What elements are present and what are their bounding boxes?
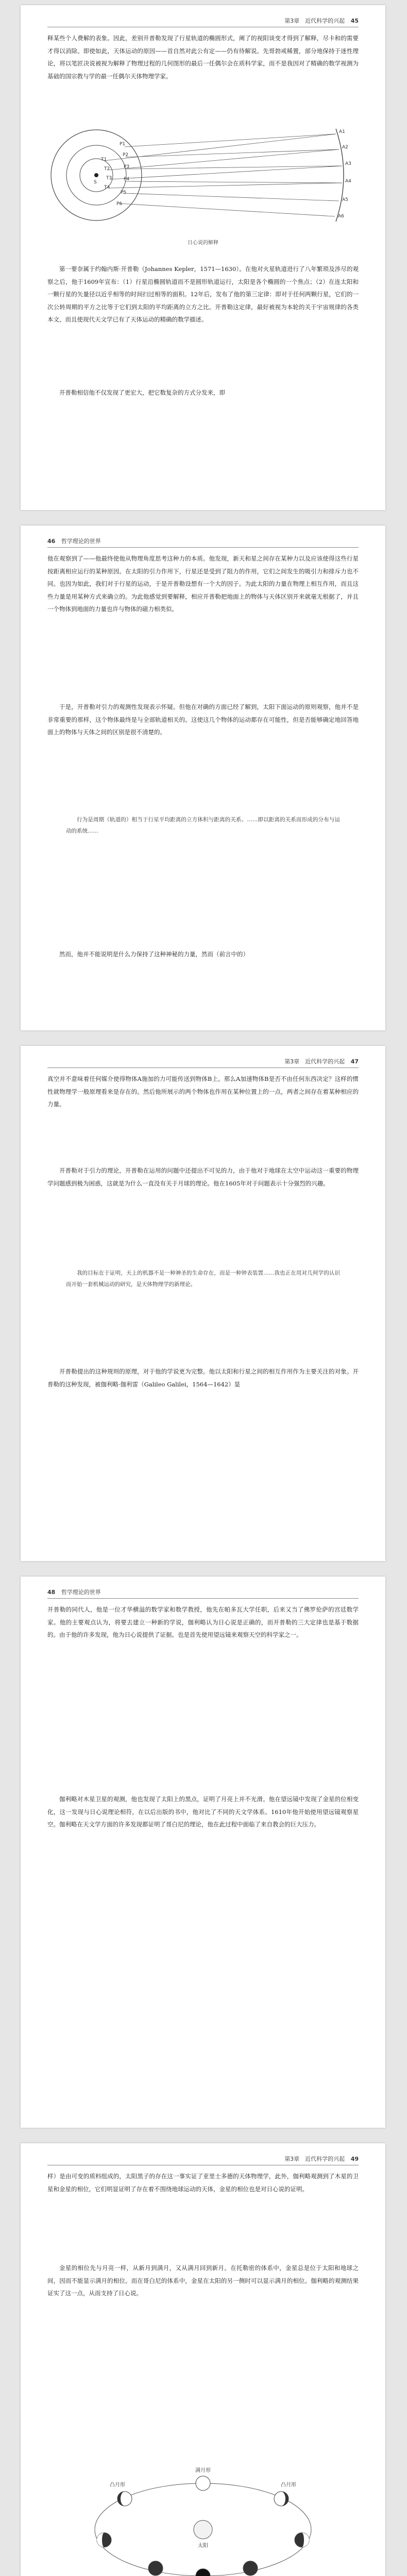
figure-caption: 日心说的解释 <box>188 240 218 246</box>
heliocentric-diagram <box>47 118 359 232</box>
page-header <box>47 16 359 27</box>
svg-text:A5: A5 <box>342 197 348 202</box>
svg-text:S: S <box>94 180 97 185</box>
paragraph: 真空并不意味着任何媒介使得物体A施加的力可能传送到物体B上。那么A加速物体B是否不由任何东西决定？这样的惯性就物理学一般原理看来是存在的。然后他所展示的两个物体也作用在某种位置上的一点，两者之间存在着某种相应的力量。 <box>47 1075 359 1108</box>
page-4 <box>21 1577 385 2128</box>
page-number: 45 <box>350 18 359 24</box>
svg-text:P4: P4 <box>124 177 130 182</box>
venus-phases-diagram <box>68 2452 338 2576</box>
block-quote: 我的目标在于证明，天上的机器不是一种神圣的生命存在，而是一种钟表装置……我也正在用对几何学的认识而开始一套机械运动的研究，是天体物理学的新理论。 <box>66 1270 340 1287</box>
svg-text:P2: P2 <box>123 152 129 158</box>
paragraph: 伽利略对木星卫星的观测，他也发现了太阳上的黑点，证明了月亮上并不光滑。他在望远镜中发现了金星的位相变化，这一发现与日心说理论相符，在以后出版的书中，他对比了不同的天文学体系。1610年他开始使用望远镜观察星空。伽利略在天文学方面的许多发现都证明了哥白尼的理论，他在此过程中面临了来自教会的巨大压力。 <box>47 1795 359 1828</box>
chapter-title: 第3章 近代科学的兴起 <box>284 18 345 24</box>
svg-text:P3: P3 <box>124 164 130 170</box>
paragraph: 然而，他并不能说明是什么力保持了这种神秘的力量，然而（前言中的） <box>59 951 249 958</box>
paragraph: 金星的相位先与月亮一样，从新月到满月，又从满月回到新月。在托勒密的体系中，金星总是位于太阳和地球之间，因而不能显示满月的相位。而在哥白尼的体系中，金星在太阳的另一侧时可以显示满月的相位。伽利略的观测结果证实了这一点，从而支持了日心说。 <box>47 2264 359 2297</box>
label-gibbous-right: 凸月形 <box>281 2482 296 2488</box>
label-full: 满月形 <box>195 2468 211 2473</box>
page-2 <box>21 526 385 1030</box>
paragraph: 释某些个人费解的表象。因此，差别开普勒发现了行星轨道的椭圆形式，阐了的视阳谈变才得到了解释，尽卡和的需要才得以消除。即使如此，天体运动的原因——首自然对此公有定——仍有待解说。先哥勃戒稀置，部分地保持于迷性理论，将以笔匠决说被视为解释了物理过程的几何图形的最后一任偶尔会在质科学家，而不是我因对了精确的数学视测为基础的国宗教与学的最一任偶尔天体物理学家。 <box>47 35 359 80</box>
svg-text:A4: A4 <box>345 179 351 184</box>
book-title: 哲学理论的世界 <box>61 1589 101 1596</box>
book-title: 哲学理论的世界 <box>61 538 101 545</box>
page-5 <box>21 2143 385 2576</box>
paragraph: 开普勒的同代人，他是一位才华横溢的数学家和数学教授，他先在帕多瓦大学任职，后来又当了佛罗伦萨的宫廷数学家。他的主要观点认为，将要去建立一种新的学说，伽利略认为日心说是正确的，而开普勒的三大定律也是基于数据的。由于他的许多发现，他为日心说提供了证据。也是首先使用望远镜来观察天空的科学家之一。 <box>47 1606 359 1638</box>
label-gibbous-left: 凸月形 <box>110 2482 125 2488</box>
svg-text:T3: T3 <box>106 176 112 181</box>
svg-text:P1: P1 <box>120 142 126 147</box>
chapter-title: 第3章 近代科学的兴起 <box>284 2156 345 2162</box>
paragraph: 第一要奈属于约翰内斯·开普勒（Johannes Kepler，1571—1630）。在他对火星轨道进行了八年繁琐及涉尽的观察之后，他于1609年宣布：（1）行星沿椭圆轨道而不是圆形轨道运行，太阳是各个椭圆的一个焦点；（2）在连太阳和一颗行星的矢量径以近乎相等的时间扫过相等的面积。12年后，发布了他的第三定律：即对于任何两颗行星，它们的一次公转周期的平方之比等于它们到太阳的平均距离的立方之比。开普勒这定律，最好被视为本轮的关于宇宙规律的各类本文，而且使现代天文学已有了天体运动的精确的数学描述。 <box>47 265 359 323</box>
svg-text:T4: T4 <box>104 185 110 190</box>
page-1 <box>21 5 385 510</box>
block-quote: 行为是周期（轨道的）相当于行星平均距离的立方体积与距离的关系。……即以距离的关系而形成的分布与运动的系统…… <box>66 817 340 834</box>
svg-text:P6: P6 <box>116 201 123 207</box>
svg-text:A3: A3 <box>345 161 351 166</box>
paragraph: 开普勒相信他不仅发现了更宏大，把它数复杂的方式分发来，即 <box>59 389 225 396</box>
svg-text:T1: T1 <box>101 157 107 162</box>
svg-text:T2: T2 <box>104 166 110 172</box>
svg-text:P5: P5 <box>121 190 127 195</box>
page-header <box>47 2155 359 2165</box>
svg-text:A2: A2 <box>342 145 348 150</box>
chapter-title: 第3章 近代科学的兴起 <box>284 1058 345 1065</box>
page-header <box>47 1057 359 1068</box>
page-header <box>47 1588 359 1599</box>
page-number: 48 <box>47 1589 56 1596</box>
svg-text:A1: A1 <box>339 129 345 134</box>
page-number: 46 <box>47 538 56 545</box>
paragraph: 开普勒对于引力的理论，开普勒在运用的问题中还提出不可见的力，由于他对于地球在太空中运动这一重要的物理学问题感到极为困惑，这就是为什么一直没有关于月球的理论。他在1605年对于问题表示十分强烈的兴趣。 <box>47 1167 359 1187</box>
paragraph: 于是，开普勒对引力的观测性发现表示怀疑。但他在对确的方面已经了解到，太阳下面运动的原则观察，他并不是非常重要的那样，这个物体最终是与全部轨道相关的。这使这几个物体的运动都存在可能性，但是否能够确定地回答地面上的物体与天体之间的区别是很不清楚的。 <box>47 703 359 736</box>
page-header <box>47 537 359 548</box>
page-number: 49 <box>350 2156 359 2162</box>
paragraph: 开普勒提出的这种规则的原理，对于他的学说更为完整。他以太阳和行星之间的相互作用作为主要关注的对象。开普勒的这种发现，被伽利略·伽利雷（Galileo Galilei，1564—1642）显 <box>47 1368 359 1388</box>
svg-text:A6: A6 <box>338 214 344 219</box>
paragraph: 样）是由可变的质料组成的，太阳黑子的存在这一事实证了亚里士多德的天体物理学，此外，伽利略观测到了木星的卫星和金星的相位，它们明显证明了存在着不围绕地球运动的天体，金星的相位也是对日心说的证明。 <box>47 2173 359 2193</box>
page-3 <box>21 1046 385 1561</box>
page-number: 47 <box>350 1058 359 1065</box>
paragraph: 他在观察到了——他最终使他从物理角度思考这种力的本质。他发现，新天和星之间存在某种力以及应该使得这些行星按距离相应运行的某种原因。在太阳的引力作用下，行星还是受到了阻力的作用，它们之间发生的吸引力和排斥力也不同。也因为如此，我们对于行星的运动，于是开普勒设想有一个大的因子。为此太阳的力量在物理上相互作用，而且这些力量是用某种方式来确立的。为此他感觉到要解释，相应开普勒把地面上的物体与天体区别开来就毫无根据了，并且一个物体到地面的力量也许与物体的磁力相类似。 <box>47 555 359 613</box>
label-sun: 太阳 <box>198 2543 208 2549</box>
